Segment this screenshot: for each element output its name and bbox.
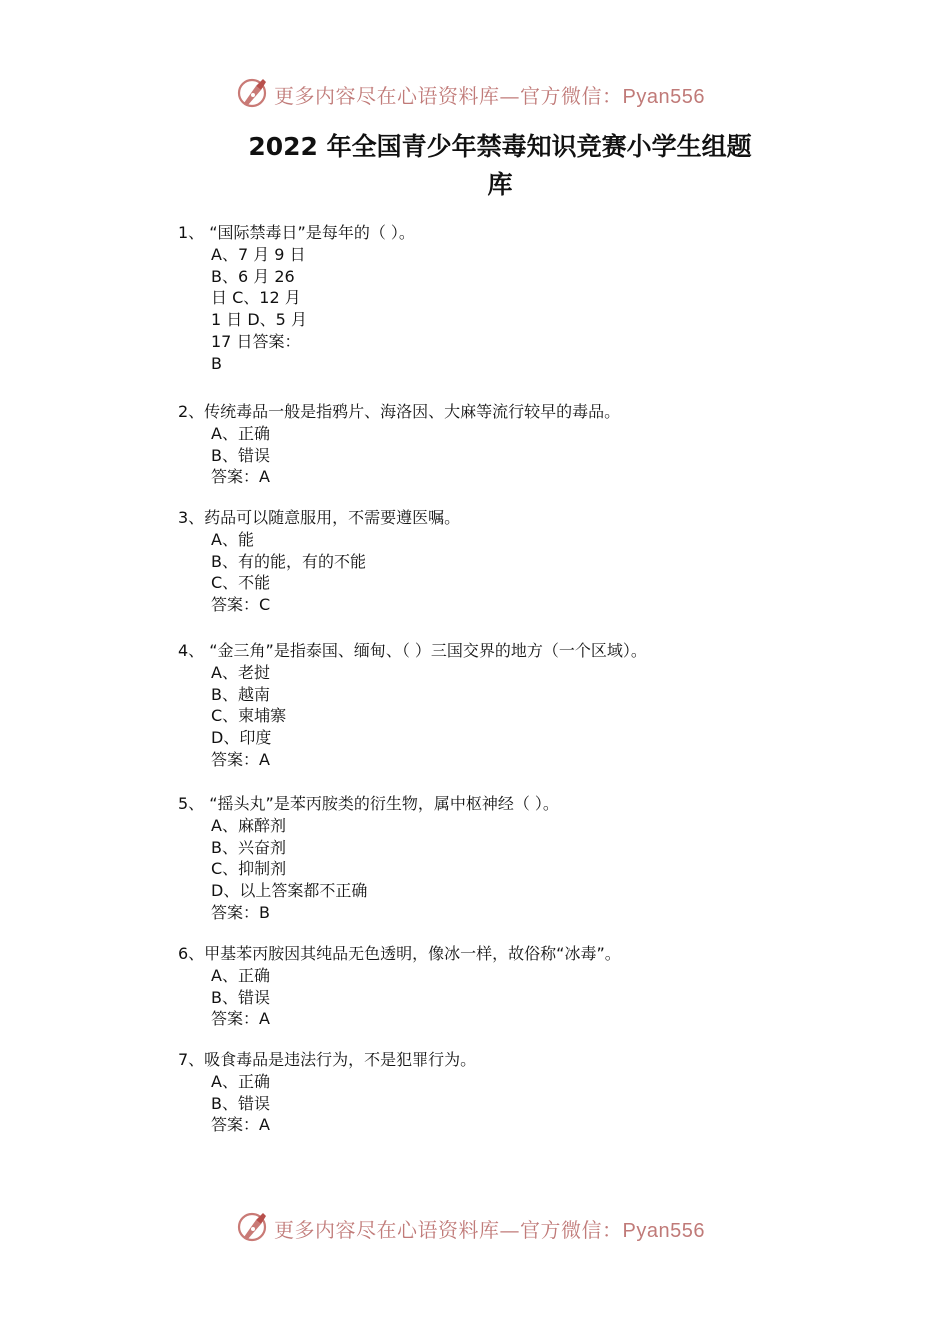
question-stem: 6、甲基苯丙胺因其纯品无色透明，像冰一样，故俗称“冰毒”。 <box>178 944 621 963</box>
question-option: C、柬埔寨 <box>211 706 287 726</box>
question-option: B、错误 <box>211 987 270 1007</box>
watermark-label: 更多内容尽在心语资料库—官方微信： <box>274 1218 623 1242</box>
question-answer: 答案：A <box>211 1115 270 1135</box>
watermark-label: 更多内容尽在心语资料库—官方微信： <box>274 84 623 108</box>
question-option: A、7 月 9 日 <box>211 245 306 264</box>
question-option: A、老挝 <box>211 663 270 682</box>
question-stem: 7、吸食毒品是违法行为，不是犯罪行为。 <box>178 1050 477 1069</box>
question-option: A、正确 <box>211 1072 270 1091</box>
pen-nib-logo-icon <box>236 76 270 110</box>
question-answer: 答案：B <box>211 902 270 922</box>
question-stem: 1、 “国际禁毒日”是每年的（ ）。 <box>178 223 415 242</box>
question-option: A、能 <box>211 530 254 549</box>
question-item <box>178 401 798 507</box>
question-option: B、错误 <box>211 445 270 465</box>
watermark-wechat-id: Pyan556 <box>622 86 705 108</box>
question-option: B、有的能，有的不能 <box>211 551 366 571</box>
question-option: A、正确 <box>211 424 270 443</box>
question-answer: 答案：C <box>211 595 271 615</box>
question-option: 1 日 D、5 月 <box>211 310 307 330</box>
question-option: B、6 月 26 <box>211 266 295 286</box>
question-option: B、越南 <box>211 684 270 704</box>
document-title <box>180 128 820 204</box>
question-stem: 4、 “金三角”是指泰国、缅甸、（ ）三国交界的地方（一个区域）。 <box>178 641 647 660</box>
question-item <box>178 1049 798 1139</box>
question-stem: 2、传统毒品一般是指鸦片、海洛因、大麻等流行较早的毒品。 <box>178 402 621 421</box>
question-option: B、兴奋剂 <box>211 837 286 857</box>
question-item <box>178 640 798 793</box>
question-list <box>178 222 798 1139</box>
question-item <box>178 222 798 401</box>
header-watermark <box>0 74 950 114</box>
question-item <box>178 507 798 640</box>
question-answer: B <box>211 353 222 373</box>
question-option: 日 C、12 月 <box>211 288 301 308</box>
question-option: C、抑制剂 <box>211 859 287 879</box>
question-option: A、正确 <box>211 966 270 985</box>
question-item <box>178 793 798 943</box>
footer-watermark <box>0 1208 950 1248</box>
question-option: 17 日答案： <box>211 331 301 351</box>
pen-nib-logo-icon <box>236 1210 270 1244</box>
question-answer: 答案：A <box>211 749 270 769</box>
question-option: D、以上答案都不正确 <box>211 881 368 901</box>
question-stem: 5、 “摇头丸”是苯丙胺类的衍生物，属中枢神经（ ）。 <box>178 794 559 813</box>
question-item <box>178 943 798 1049</box>
watermark-wechat-id: Pyan556 <box>622 1220 705 1242</box>
watermark-text <box>274 80 705 109</box>
title-line-1: 2022 年全国青少年禁毒知识竞赛小学生组题 <box>248 132 752 161</box>
question-answer: 答案：A <box>211 467 270 487</box>
title-line-2: 库 <box>487 170 513 199</box>
question-answer: 答案：A <box>211 1009 270 1029</box>
question-option: B、错误 <box>211 1093 270 1113</box>
question-option: D、印度 <box>211 728 272 748</box>
question-stem: 3、药品可以随意服用，不需要遵医嘱。 <box>178 508 461 527</box>
question-option: A、麻醉剂 <box>211 816 286 835</box>
watermark-text <box>274 1214 705 1243</box>
question-option: C、不能 <box>211 573 271 593</box>
